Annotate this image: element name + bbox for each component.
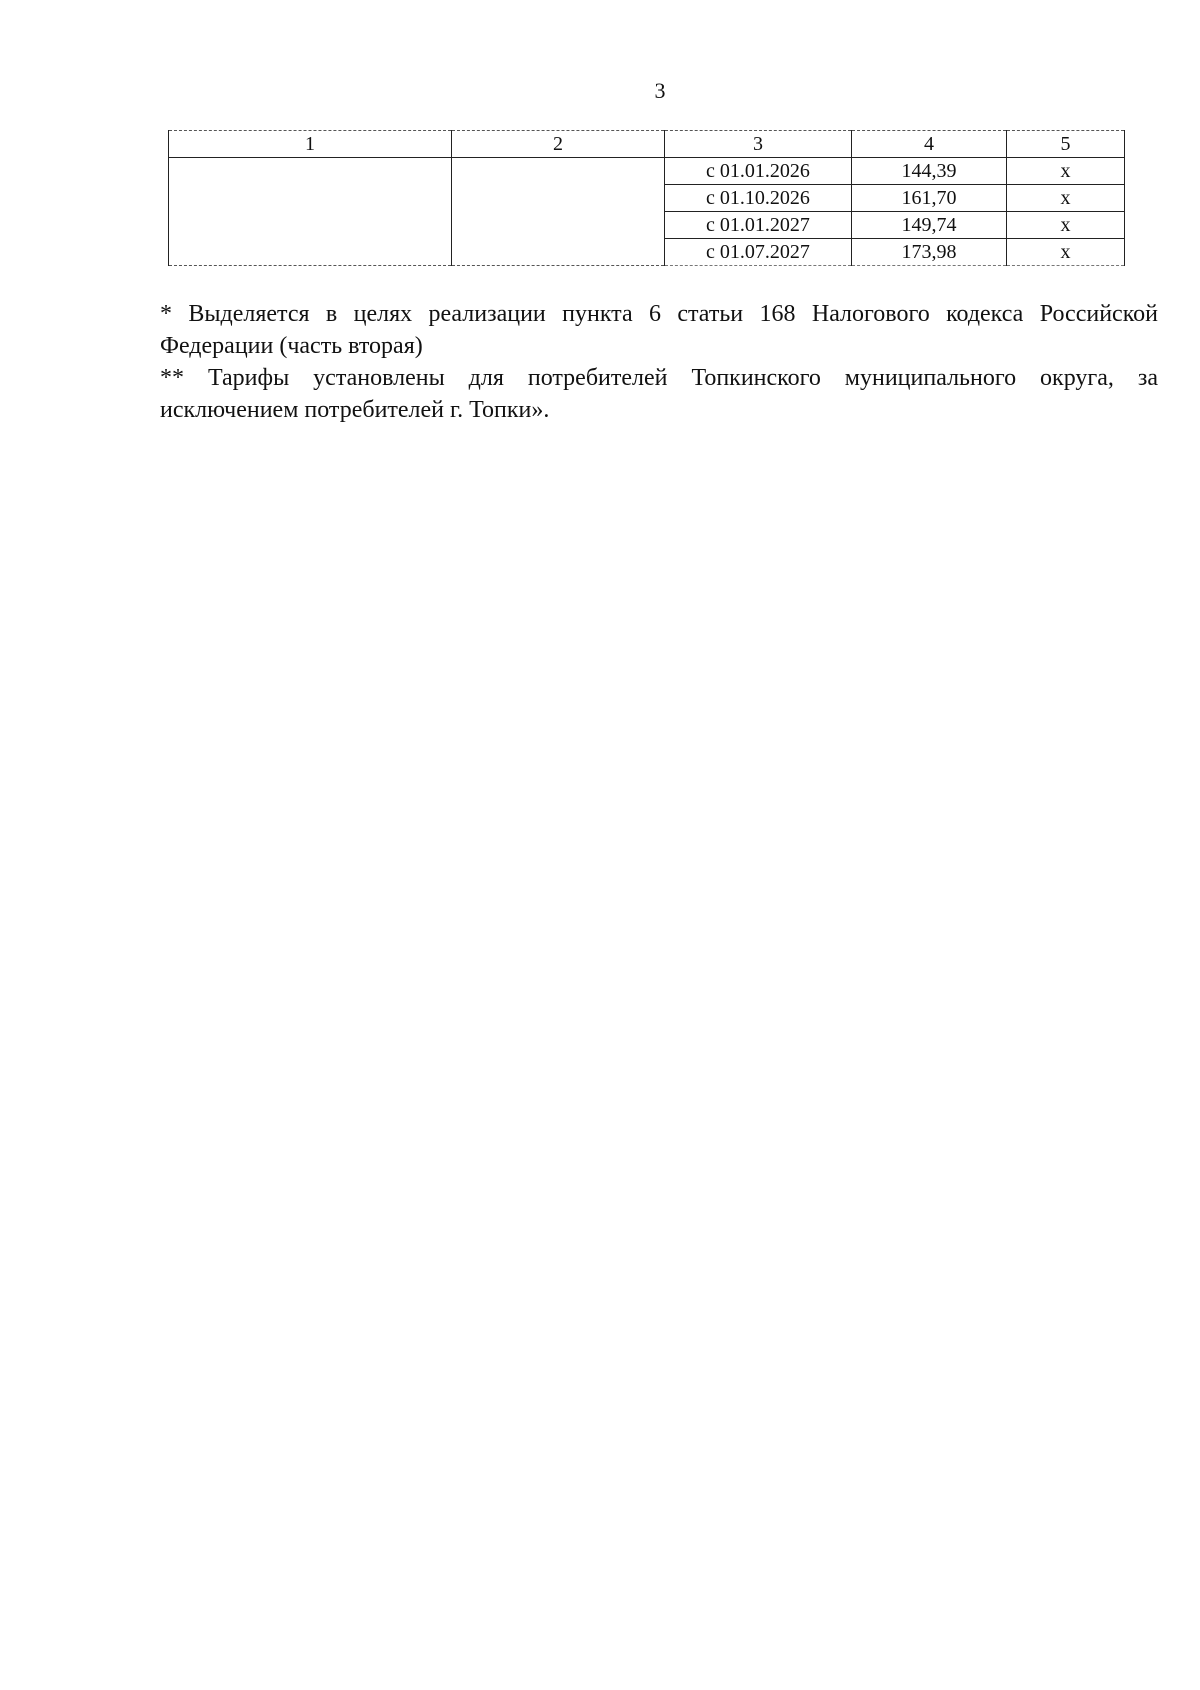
- column-header-5: 5: [1007, 131, 1125, 158]
- column-header-4: 4: [852, 131, 1007, 158]
- footnote-vat: * Выделяется в целях реализации пункта 6 статьи 168 Налогового кодекса Российской Федерации (часть вторая): [160, 301, 1158, 359]
- merged-cell-col-2: [452, 158, 665, 266]
- tariff-value-cell: 173,98: [852, 239, 1007, 266]
- table-header-row: [169, 131, 1125, 158]
- merged-cell-col-1: [169, 158, 452, 266]
- col5-cell: х: [1007, 239, 1125, 266]
- tariff-value-cell: 161,70: [852, 185, 1007, 212]
- col5-cell: х: [1007, 212, 1125, 239]
- footnotes: [160, 298, 1158, 426]
- col5-cell: х: [1007, 158, 1125, 185]
- tariff-table: [168, 130, 1125, 266]
- period-cell: с 01.07.2027: [665, 239, 852, 266]
- footnote-consumers: ** Тарифы установлены для потребителей Топкинского муниципального округа, за исключением потребителей г. Топки».: [160, 365, 1158, 423]
- page-number: 3: [654, 78, 666, 103]
- column-header-1: 1: [169, 131, 452, 158]
- period-cell: с 01.01.2026: [665, 158, 852, 185]
- tariff-value-cell: 149,74: [852, 212, 1007, 239]
- column-header-2: 2: [452, 131, 665, 158]
- tariff-value-cell: 144,39: [852, 158, 1007, 185]
- table-row: [169, 158, 1125, 185]
- col5-cell: х: [1007, 185, 1125, 212]
- period-cell: с 01.10.2026: [665, 185, 852, 212]
- period-cell: с 01.01.2027: [665, 212, 852, 239]
- column-header-3: 3: [665, 131, 852, 158]
